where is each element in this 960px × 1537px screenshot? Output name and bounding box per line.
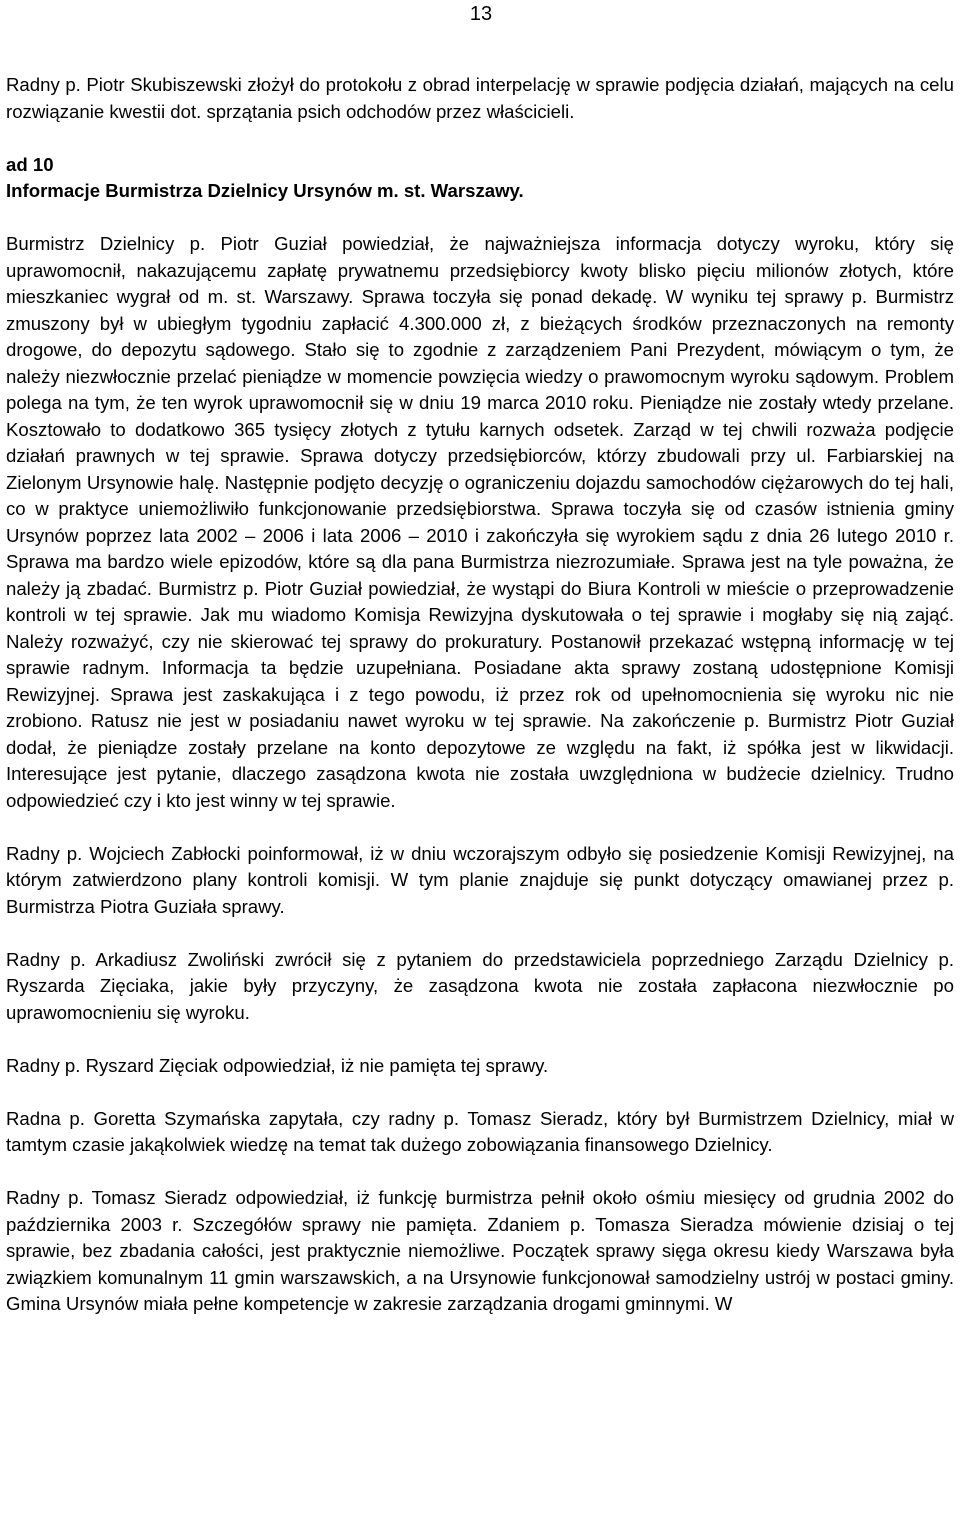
paragraph-mayor-information: Burmistrz Dzielnicy p. Piotr Guział powiedział, że najważniejsza informacja dotyczy wyroku, który się uprawomocnił, nakazującemu zapłatę prywatnemu przedsiębiorcy kwoty blisko pięciu milionów złotych, które mieszkaniec wygrał od m. st. Warszawy. Sprawa toczyła się ponad dekadę. W wyniku tej sprawy p. Burmistrz zmuszony był w ubiegłym tygodniu zapłacić 4.300.000 zł, z bieżących środków przeznaczonych na remonty drogowe, do depozytu sądowego. Stało się to zgodnie z zarządzeniem Pani Prezydent, mówiącym o tym, że należy niezwłocznie przelać pieniądze w momencie powzięcia wiedzy o prawomocnym wyroku sądowym. Problem polega na tym, że ten wyrok uprawomocnił się w dniu 19 marca 2010 roku. Pieniądze nie zostały wtedy przelane. Kosztowało to dodatkowo 365 tysięcy złotych z tytułu karnych odsetek. Zarząd w tej chwili rozważa podjęcie działań prawnych w tej sprawie. Sprawa dotyczy przedsiębiorców, którzy zbudowali przy ul. Farbiarskiej na Zielonym Ursynowie halę. Następnie podjęto decyzję o ograniczeniu dojazdu samochodów ciężarowych do tej hali, co w praktyce uniemożliwiło funkcjonowanie przedsiębiorstwa. Sprawa toczyła się od czasów istnienia gminy Ursynów poprzez lata 2002 – 2006 i lata 2006 – 2010 i zakończyła się wyrokiem sądu z dnia 26 lutego 2010 r. Sprawa ma bardzo wiele epizodów, które są dla pana Burmistrza niezrozumiałe. Sprawa jest na tyle poważna, że należy ją zbadać. Burmistrz p. Piotr Guział powiedział, że wystąpi do Biura Kontroli w mieście o przeprowadzenie kontroli w tej sprawie. Jak mu wiadomo Komisja Rewizyjna dyskutowała o tej sprawie i mogłaby się nią zająć. Należy rozważyć, czy nie skierować tej sprawy do prokuratury. Postanowił przekazać wstępną informację w tej sprawie radnym. Informacja ta będzie uzupełniana. Posiadane akta sprawy zostaną udostępnione Komisji Rewizyjnej. Sprawa jest zaskakująca i z tego powodu, iż przez rok od upełnomocnienia się wyroku nic nie zrobiono. Ratusz nie jest w posiadaniu nawet wyroku w tej sprawie. Na zakończenie p. Burmistrz Piotr Guział dodał, że pieniądze zostały przelane na konto depozytowe ze względu na fakt, iż spółka jest w likwidacji. Interesujące jest pytanie, dlaczego zasądzona kwota nie została uwzględniona w budżecie dzielnicy. Trudno odpowiedzieć czy i kto jest winny w tej sprawie. [6,233,954,811]
paragraph-sieradz: Radny p. Tomasz Sieradz odpowiedział, iż funkcję burmistrza pełnił około ośmiu miesięcy od grudnia 2002 do października 2003 r. Szczegółów sprawy nie pamięta. Zdaniem p. Tomasza Sieradza mówienie dzisiaj o tej sprawie, bez zbadania całości, jest praktycznie niemożliwe. Początek sprawy sięga okresu kiedy Warszawa była związkiem komunalnym 11 gmin warszawskich, a na Ursynowie funkcjonował samodzielny ustrój w postaci gminy. Gmina Ursynów miała pełne kompetencje w zakresie zarządzania drogami gminnymi. W [6,1187,954,1314]
page-number: 13 [469,3,493,25]
document-content [6,72,954,1318]
paragraph-szymanska: Radna p. Goretta Szymańska zapytała, czy radny p. Tomasz Sieradz, który był Burmistrzem Dzielnicy, miał w tamtym czasie jakąkolwiek wiedzę na temat tak dużego zobowiązania finansowego Dzielnicy. [6,1107,954,1155]
paragraph-zablocki: Radny p. Wojciech Zabłocki poinformował, iż w dniu wczorajszym odbyło się posiedzenie Komisji Rewizyjnej, na którym zatwierdzono plany kontroli komisji. W tym planie znajduje się punkt dotyczący omawianej przez p. Burmistrza Piotra Guziała sprawy. [6,842,954,917]
paragraph-zieciak: Radny p. Ryszard Zięciak odpowiedział, iż nie pamięta tej sprawy. [6,1054,549,1076]
section-number: ad 10 [6,153,54,175]
paragraph-zwolinski: Radny p. Arkadiusz Zwoliński zwrócił się z pytaniem do przedstawiciela poprzedniego Zarządu Dzielnicy p. Ryszarda Zięciaka, jakie były przyczyny, że zasądzona kwota nie została zapłacona niezwłocznie po uprawomocnieniu się wyroku. [6,948,954,1023]
paragraph-interpelation: Radny p. Piotr Skubiszewski złożył do protokołu z obrad interpelację w sprawie podjęcia działań, mających na celu rozwiązanie kwestii dot. sprzątania psich odchodów przez właścicieli. [6,74,954,122]
section-title: Informacje Burmistrza Dzielnicy Ursynów m. st. Warszawy. [6,180,524,201]
